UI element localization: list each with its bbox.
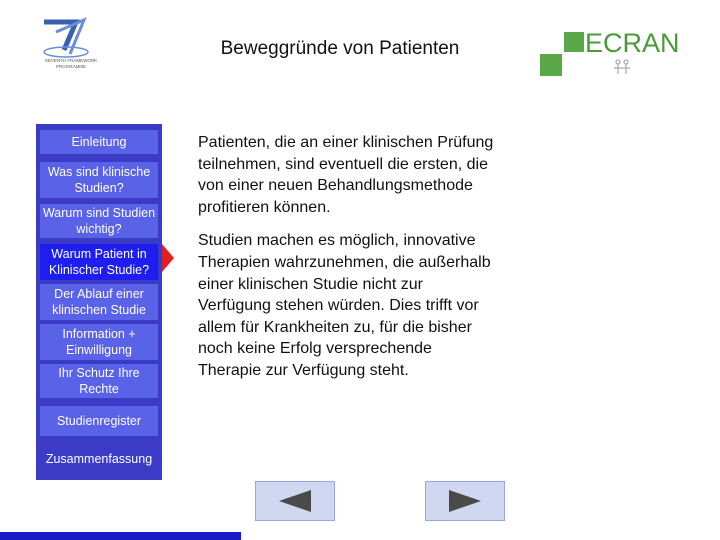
sidebar-item-ablauf[interactable]: Der Ablauf einer klinischen Studie [40,284,158,320]
sidebar-item-schutz[interactable]: Ihr Schutz Ihre Rechte [40,364,158,398]
sidebar-item-studienregister[interactable]: Studienregister [40,406,158,436]
fp7-line1: SEVENTH FRAMEWORK [44,58,98,63]
paragraph-2: Studien machen es möglich, innovative Therapien wahrzunehmen, die außerhalb einer klinischen Studie nicht zur Verfügung stehen würden. Dies trifft vor allem für Krankheiten zu, für die bisher noch keine Erfolg versprechende Therapie zur Verfügung steht. [198,232,491,379]
arrow-right-icon [162,244,174,272]
fp7-logo [36,14,106,72]
sidebar-item-zusammenfassung[interactable]: Zusammenfassung [36,444,162,474]
main-content [198,132,498,394]
triangle-right-icon [447,488,483,514]
sidebar-item-einleitung[interactable]: Einleitung [40,130,158,154]
sidebar-item-information[interactable]: Information + Einwilligung [40,324,158,360]
triangle-left-icon [277,488,313,514]
fp7-line2: PROGRAMME [55,64,87,69]
sidebar-item-warum-patient[interactable]: Warum Patient in Klinischer Studie? [40,244,158,280]
paragraph-1: Patienten, die an einer klinischen Prüfung teilnehmen, sind eventuell die ersten, die von einer neuen Behandlungsmethode profitieren können. [198,134,494,216]
sidebar-item-warum-wichtig[interactable]: Warum sind Studien wichtig? [40,204,158,238]
bottom-bar [0,532,241,540]
page-title: Beweggründe von Patienten [220,38,460,59]
sidebar-nav [36,124,162,480]
sidebar-item-was-sind[interactable]: Was sind klinische Studien? [40,162,158,198]
next-button[interactable] [425,481,505,521]
ecran-name: ECRAN [585,28,680,58]
prev-button[interactable] [255,481,335,521]
